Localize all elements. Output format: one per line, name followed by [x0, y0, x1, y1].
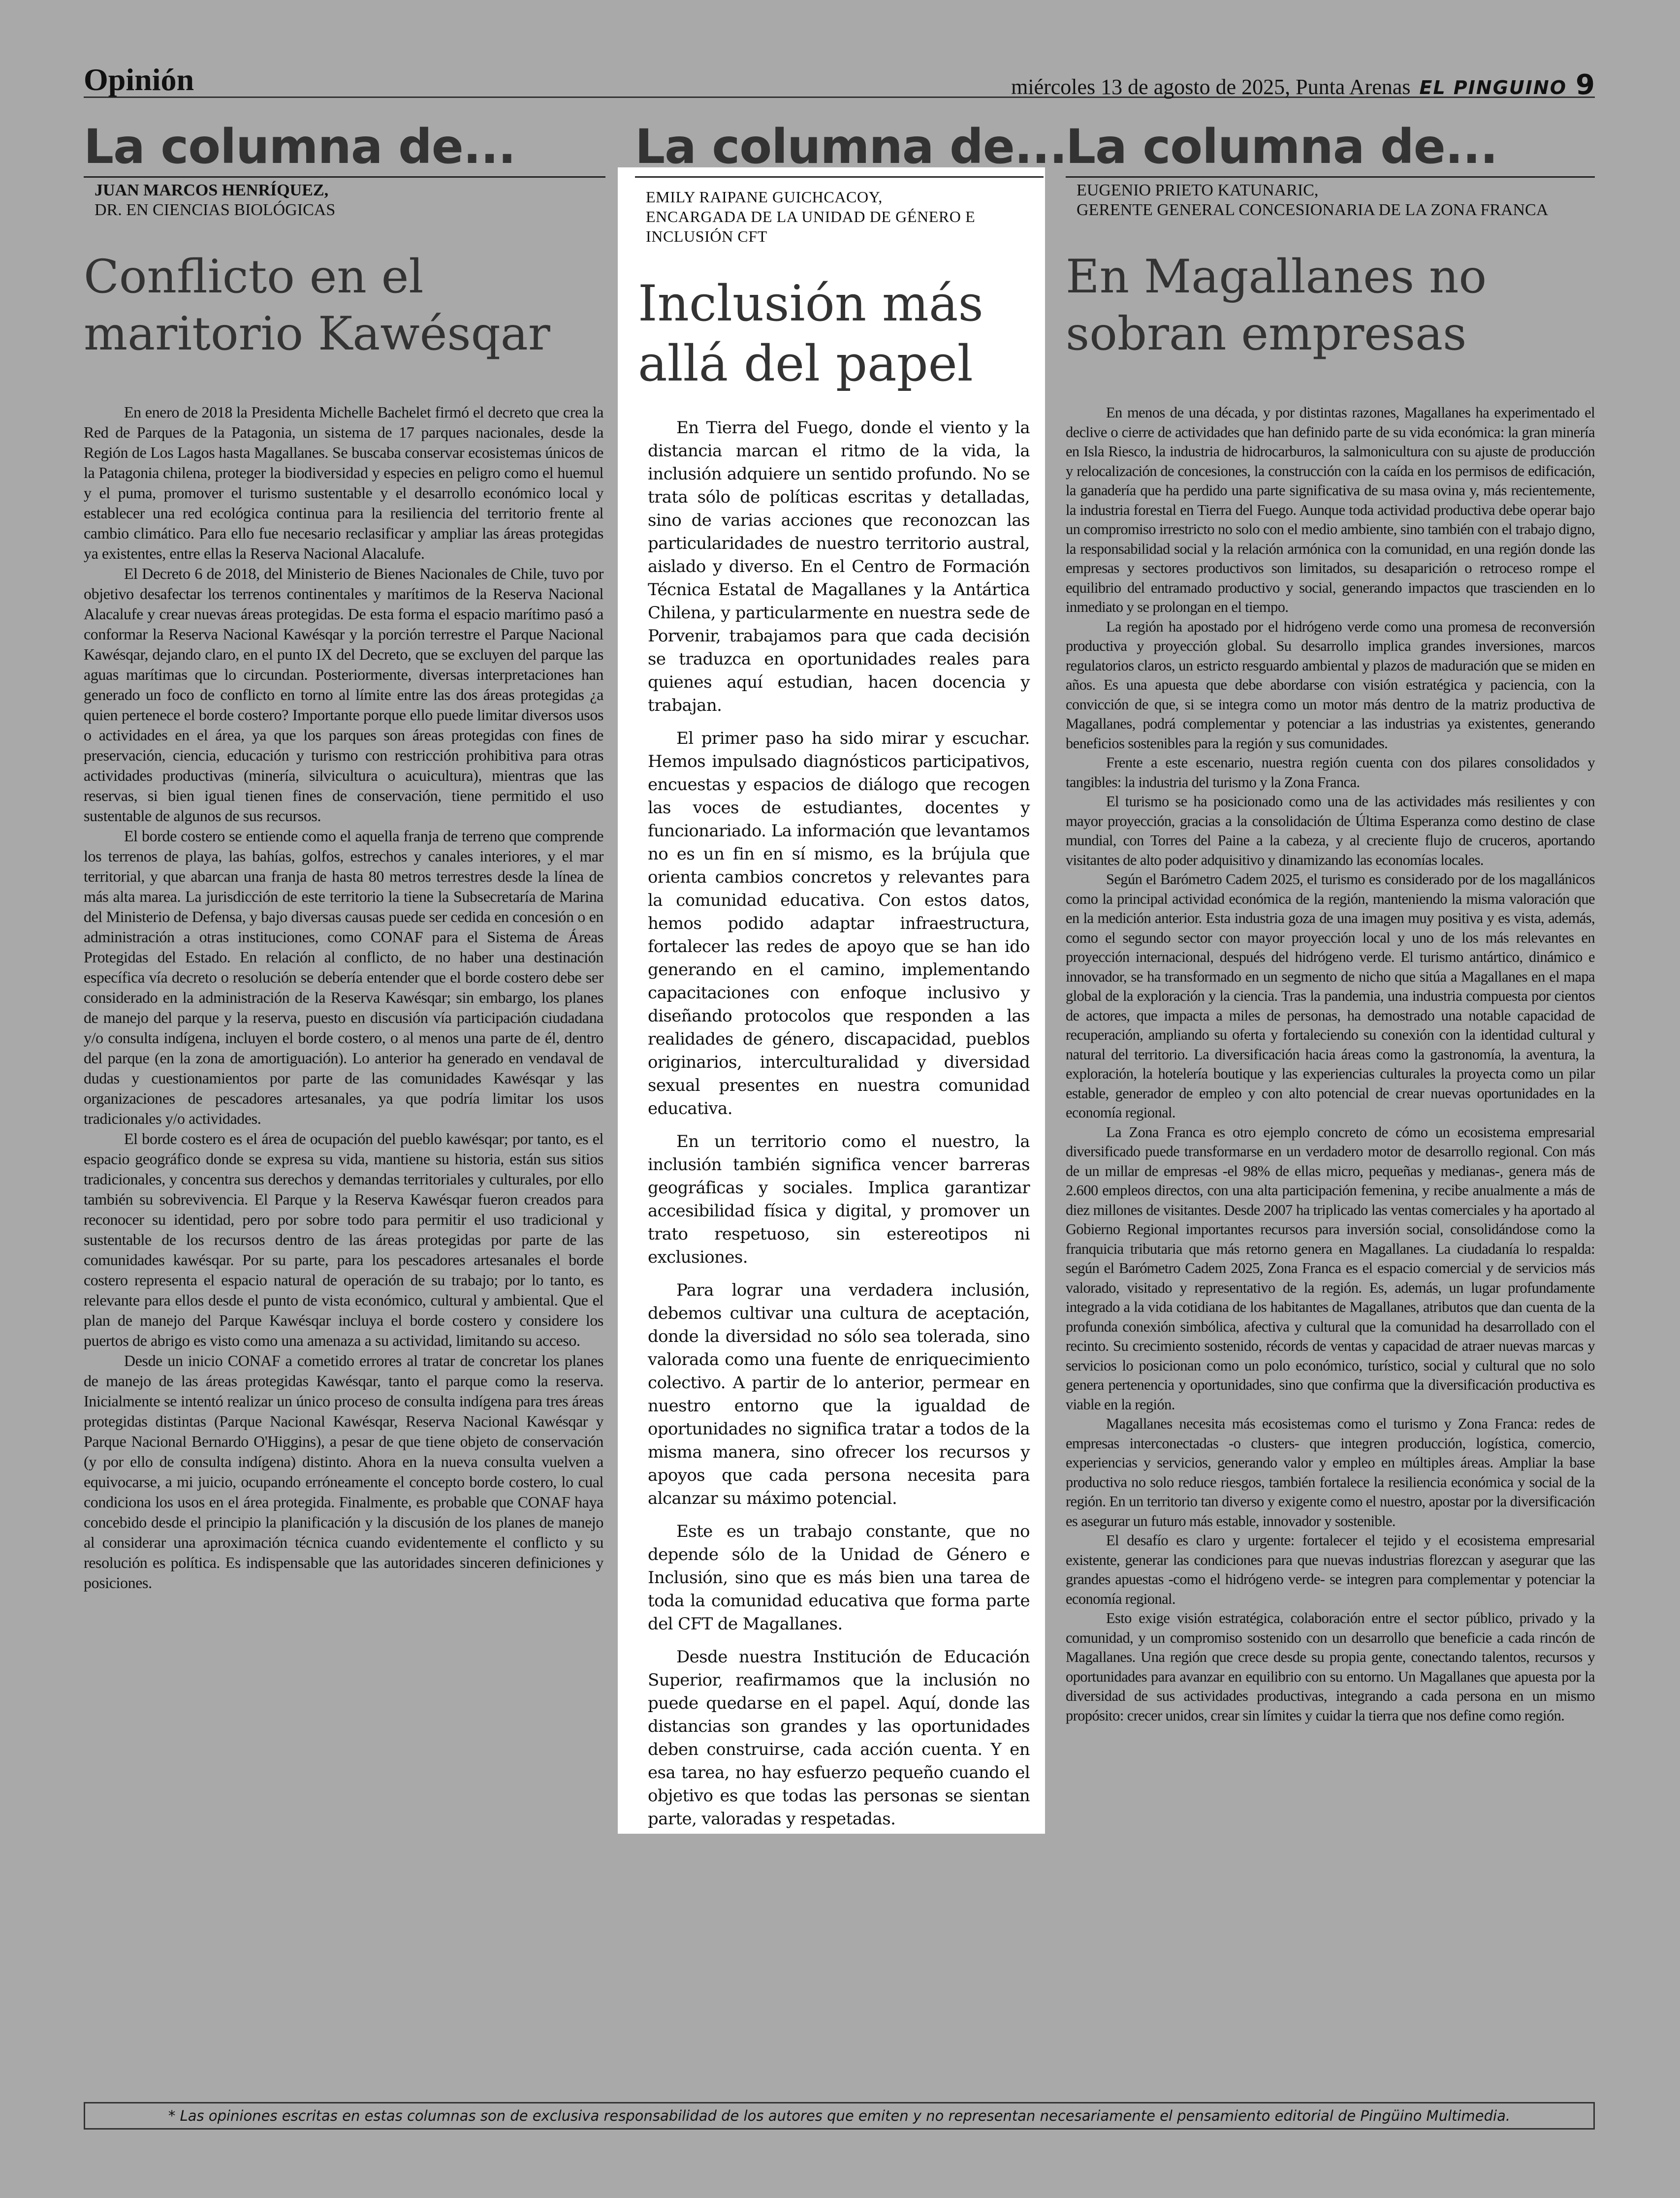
paragraph: Según el Barómetro Cadem 2025, el turismo es considerado por de los magallánicos como la principal actividad económica de la región, manteniendo la misma valoración que en la medición anterior. Esta industria goza de una imagen muy positiva y es vista, además, como el segundo sector con mayor proyección local y uno de los más relevantes en proyección internacional, después del hidrógeno verde. El turismo antártico, dinámico e innovador, se ha transformado en un segmento de nicho que sitúa a Magallanes en el mapa global de la exploración y la ciencia. Tras la pandemia, una industria compuesta por cientos de actores, que impacta a miles de personas, ha demostrado una notable capacidad de recuperación, ampliando su oferta y fortaleciendo su conexión con la identidad cultural y natural del territorio. La diversificación hacia áreas como la gastronomía, la aventura, la exploración, la hotelería boutique y las experiencias culturales la proyecta como un pilar estable, generador de empleo y con alto potencial de crear nuevas oportunidades en la economía regional. — [1066, 871, 1595, 1121]
kicker-rule — [1066, 176, 1595, 178]
paragraph: En enero de 2018 la Presidenta Michelle Bachelet firmó el decreto que crea la Red de Parques de la Patagonia, un sistema de 17 parques nacionales, desde la Región de Los Lagos hasta Magallanes. Se buscaba conservar ecosistemas únicos de la Patagonia chilena, proteger la biodiversidad y especies en peligro como el huemul y el puma, promover el turismo sustentable y el desarrollo económico local y establecer una red ecológica continua para la resiliencia del territorio frente al cambio climático. Para ello fue necesario reclasificar y ampliar las áreas protegidas ya existentes, entre ellas la Reserva Nacional Alacalufe. — [84, 403, 603, 562]
column-right — [1066, 119, 1595, 1725]
article-title: En Magallanes no sobran empresas — [1066, 250, 1487, 361]
column-kicker: La columna de... — [635, 119, 1067, 174]
author-byline — [646, 187, 1030, 246]
paragraph: Este es un trabajo constante, que no depende sólo de la Unidad de Género e Inclusión, sino que es más bien una tarea de toda la comunidad educativa que forma parte del CFT de Magallanes. — [648, 1522, 1030, 1634]
kicker-rule — [635, 176, 1044, 178]
column-left — [84, 119, 605, 1593]
header-right — [1011, 69, 1595, 101]
paragraph: El turismo se ha posicionado como una de las actividades más resilientes y con mayor proyección, gracias a la consolidación de Última Esperanza como destino de clase mundial, con Torres del Paine a la cabeza, y al creciente flujo de cruceros, aportando visitantes de alto poder adquisitivo y dinamizando las economías locales. — [1066, 793, 1595, 868]
page-number: 9 — [1576, 69, 1595, 101]
paragraph: Frente a este escenario, nuestra región cuenta con dos pilares consolidados y tangibles: la industria del turismo y la Zona Franca. — [1066, 754, 1595, 791]
paragraph: Desde un inicio CONAF a cometido errores al tratar de concretar los planes de manejo de las áreas protegidas Kawésqar, tanto el parque como la reserva. Inicialmente se intentó realizar un único proceso de consulta indígena para tres áreas protegidas distintas (Parque Nacional Kawésqar, Reserva Nacional Kawésqar y Parque Nacional Bernardo O'Higgins), a pesar de que tiene objeto de conservación (y por ello de consulta indígena) distinto. Ahora en la nueva consulta vuelven a equivocarse, a mi juicio, ocupando erróneamente el concepto borde costero, lo cual condiciona los usos en el área protegida. Finalmente, es probable que CONAF haya concebido desde el principio la planificación y la discusión de los planes de manejo al considerar una aproximación técnica cuando evidentemente el conflicto y su resolución es política. Es indispensable que las autoridades sinceren definiciones y posiciones. — [84, 1352, 603, 1592]
article-body — [1066, 403, 1595, 1725]
paragraph: La Zona Franca es otro ejemplo concreto de cómo un ecosistema empresarial diversificado puede transformarse en un verdadero motor de desarrollo regional. Con más de un millar de empresas -el 98% de ellas micro, pequeñas y medianas-, genera más de 2.600 empleos directos, con una alta participación femenina, y recibe anualmente a más de diez millones de visitantes. Desde 2007 ha triplicado las ventas comerciales y ha aportado al Gobierno Regional importantes recursos para inversión social, consolidándose como la franquicia tributaria que más retorno genera en Magallanes. La ciudadanía lo respalda: según el Barómetro Cadem 2025, Zona Franca es el espacio comercial y de servicios más valorado, visitado y representativo de la región. Es, además, un lugar profundamente integrado a la vida cotidiana de los habitantes de Magallanes, atributos que dan cuenta de la profunda conexión simbólica, afectiva y cultural que la comunidad ha desarrollado con el recinto. Su crecimiento sostenido, récords de ventas y capacidad de atraer nuevas marcas y servicios lo posicionan como un polo económico, turístico, social y cultural que no solo genera pertenencia y oportunidades, sino que confirma que la diversificación productiva es viable en la región. — [1066, 1123, 1595, 1413]
paragraph: Desde nuestra Institución de Educación Superior, reafirmamos que la inclusión no puede quedarse en el papel. Aquí, donde las distancias son grandes y las oportunidades deben construirse, cada acción cuenta. Y en esa tarea, no hay esfuerzo pequeño cuando el objetivo es que todas las personas se sientan parte, valoradas y respetadas. — [648, 1647, 1030, 1829]
paragraph: Magallanes necesita más ecosistemas como el turismo y Zona Franca: redes de empresas interconectadas -o clusters- que integren producción, logística, comercio, experiencias y servicios, generando valor y empleo en múltiples áreas. Ampliar la base productiva no solo reduce riesgos, también fortalece la resiliencia económica y social de la región. En un territorio tan diverso y exigente como el nuestro, apostar por la diversificación es asegurar un futuro más estable, innovador y sostenible. — [1066, 1415, 1595, 1529]
paragraph: En un territorio como el nuestro, la inclusión también significa vencer barreras geográficas y sociales. Implica garantizar accesibilidad física y digital, y promover un trato respetuoso, sin estereotipos ni exclusiones. — [648, 1132, 1030, 1267]
paragraph: Esto exige visión estratégica, colaboración entre el sector público, privado y la comunidad, y un compromiso sostenido con un desarrollo que beneficie a cada rincón de Magallanes. Una región que crece desde su propia gente, conectando talentos, recursos y oportunidades para avanzar en equilibrio con su entorno. Un Magallanes que apuesta por la diversidad de sus actividades productivas, integrando a cada persona en un mismo propósito: crecer unidos, crear sin límites y cuidar la tierra que nos define como región. — [1066, 1610, 1595, 1724]
article-body — [84, 402, 605, 1593]
article-title — [638, 274, 992, 394]
section-label: Opinión — [84, 62, 194, 97]
footer-disclaimer: * Las opiniones escritas en estas columnas son de exclusiva responsabilidad de los autores que emiten y no representan necesariamente el pensamiento editorial de Pingüino Multimedia. — [84, 2102, 1595, 2130]
author-name: EMILY RAIPANE GUICHCACOY, — [646, 188, 883, 206]
page-header — [84, 62, 1595, 101]
article-title: Conflicto en el maritorio Kawésqar — [84, 250, 550, 361]
author-byline — [84, 181, 605, 220]
dateline: miércoles 13 de agosto de 2025, Punta Arenas — [1011, 75, 1411, 99]
author-role: DR. EN CIENCIAS BIOLÓGICAS — [95, 201, 336, 219]
paragraph: En menos de una década, y por distintas razones, Magallanes ha experimentado el declive o cierre de actividades que han definido parte de su vida económica: la gran minería en Isla Riesco, la industria de hidrocarburos, la salmonicultura con su ajuste de producción y relocalización de concesiones, la construcción con la caída en los permisos de edificación, la ganadería que ha perdido una parte significativa de su masa ovina y, más recientemente, la industria forestal en Tierra del Fuego. Aunque toda actividad productiva debe operar bajo un compromiso irrestricto no solo con el medio ambiente, sino también con el trabajo digno, la responsabilidad social y la relación armónica con la comunidad, en una región donde las empresas y sectores productivos son limitados, su desaparición o retroceso rompe el equilibrio del entramado productivo y social, generando impactos que trascienden en lo inmediato y se prolongan en el tiempo. — [1066, 404, 1595, 615]
author-role: GERENTE GENERAL CONCESIONARIA DE LA ZONA FRANCA — [1077, 201, 1549, 219]
article-title-text: Inclusión más allá del papel — [638, 275, 983, 392]
column-kicker: La columna de... — [1066, 119, 1498, 174]
paragraph: La región ha apostado por el hidrógeno verde como una promesa de reconversión productiva y proyección global. Su desarrollo implica grandes inversiones, marcos regulatorios claros, un estricto resguardo ambiental y plazos de maduración que se miden en años. Es una apuesta que debe abordarse con visión estratégica y paciencia, con la convicción de que, si se integra como un motor más dentro de la matriz productiva de Magallanes, podrá complementar y potenciar a las industrias ya existentes, generando beneficios sostenibles para la región y sus comunidades. — [1066, 618, 1595, 752]
paragraph: Para lograr una verdadera inclusión, debemos cultivar una cultura de aceptación, donde la diversidad no sólo sea tolerada, sino valorada como una fuente de enriquecimiento colectivo. A partir de lo anterior, permear en nuestro entorno que la igualdad de oportunidades no significa tratar a todos de la misma manera, sino ofrecer los recursos y apoyos que cada persona necesita para alcanzar su máximo potencial. — [648, 1280, 1030, 1508]
author-name: JUAN MARCOS HENRÍQUEZ, — [95, 181, 329, 199]
paragraph: El primer paso ha sido mirar y escuchar. Hemos impulsado diagnósticos participativos, encuestas y espacios de diálogo que recogen las voces de estudiantes, docentes y funcionariado. La información que levantamos no es un fin en sí mismo, es la brújula que orienta cambios concretos y relevantes para la comunidad educativa. Con estos datos, hemos podido adaptar infraestructura, fortalecer las redes de apoyo que se han ido generando en el camino, implementando capacitaciones con enfoque inclusivo y diseñando protocolos que responden a las realidades de género, discapacidad, pueblos originarios, interculturalidad y diversidad sexual presentes en nuestra comunidad educativa. — [648, 729, 1030, 1118]
newspaper-brand: EL PINGUINO — [1419, 77, 1567, 98]
column-middle-header — [635, 119, 1067, 178]
article-body — [648, 416, 1030, 1841]
paragraph: En Tierra del Fuego, donde el viento y la distancia marcan el ritmo de la vida, la inclusión adquiere un sentido profundo. No se trata sólo de políticas escritas y detalladas, sino de varias acciones que reconozcan las particularidades de nuestro territorio austral, aislado y diverso. En el Centro de Formación Técnica Estatal de Magallanes y la Antártica Chilena, y particularmente en nuestra sede de Porvenir, trabajamos para que cada decisión se traduzca en oportunidades reales para quienes aquí estudian, hacen docencia y trabajan. — [648, 418, 1030, 715]
paragraph: El Decreto 6 de 2018, del Ministerio de Bienes Nacionales de Chile, tuvo por objetivo desafectar los terrenos continentales y marítimos de la Reserva Nacional Alacalufe y crear nuevas áreas protegidas. De esta forma el espacio marítimo pasó a conformar la Reserva Nacional Kawésqar y la porción terrestre el Parque Nacional Kawésqar, dejando claro, en el punto IX del Decreto, que se excluyen del parque las aguas marítimas que lo circundan. Posteriormente, diversas interpretaciones han generado un foco de conflicto en torno al límite entre las dos áreas protegidas ¿a quien pertenece el borde costero? Importante porque ello puede limitar diversos usos o actividades en el área, ya que los parques son áreas protegidas con fines de preservación, ciencia, educación y turismo con restricción prohibitiva para otras actividades productivas (minería, silvicultura o acuicultura), mientras que las reservas, si bien igual tienen fines de conservación, tiene permitido el uso sustentable de algunos de sus recursos. — [84, 565, 603, 825]
column-kicker: La columna de... — [84, 119, 516, 174]
paragraph: El borde costero se entiende como el aquella franja de terreno que comprende los terrenos de playa, las bahías, golfos, estrechos y canales interiores, y el mar territorial, y que abarcan una franja de hasta 80 metros terrestres desde la línea de más alta marea. La jurisdicción de este territorio la tiene la Subsecretaría de Marina del Ministerio de Defensa, y bajo diversas causas puede ser cedida en concesión o en administración a otras instituciones, como CONAF para el Sistema de Áreas Protegidas del Estado. En relación al conflicto, de no haber una destinación específica vía decreto o resolución se debería entender que el borde costero debe ser considerado en la administración de la Reserva Kawésqar; sin embargo, los planes de manejo del parque y la reserva, puesto en discusión vía participación ciudadana y/o consulta indígena, incluyen el borde costero, o al menos una parte de él, dentro del parque (en la zona de amortiguación). Lo anterior ha generado en vendaval de dudas y cuestionamientos por parte de las comunidades Kawésqar y las organizaciones de pescadores artesanales, ya que podría limitar los usos tradicionales y/o actividades. — [84, 827, 603, 1127]
paragraph: El desafío es claro y urgente: fortalecer el tejido y el ecosistema empresarial existente, generar las condiciones para que nuevas industrias florezcan y asegurar que las grandes apuestas -como el hidrógeno verde- se integren para complementar y potenciar la economía regional. — [1066, 1532, 1595, 1607]
kicker-rule — [84, 176, 605, 178]
author-byline — [1066, 181, 1595, 220]
author-name: EUGENIO PRIETO KATUNARIC, — [1077, 181, 1319, 199]
paragraph: El borde costero es el área de ocupación del pueblo kawésqar; por tanto, es el espacio geográfico donde se expresa su vida, mantiene su historia, están sus sitios tradicionales, y concentra sus derechos y demandas territoriales y culturales, por ello también su sobrevivencia. El Parque y la Reserva Kawésqar fueron creados para reconocer su identidad, pero por sobre todo para permitir el uso tradicional y sustentable de los recursos dentro de las áreas protegidas por parte de las comunidades kawésqar. Por su parte, para los pescadores artesanales el borde costero representa el espacio natural de operación de su trabajo; por lo tanto, es relevante para ellos desde el punto de vista económico, cultural y ambiental. Que el plan de manejo del Parque Kawésqar incluya el borde costero y considere los puertos de abrigo es visto como una amenaza a su actividad, limitando su acceso. — [84, 1130, 603, 1349]
author-role: ENCARGADA DE LA UNIDAD DE GÉNERO E INCLUSIÓN CFT — [646, 208, 976, 245]
